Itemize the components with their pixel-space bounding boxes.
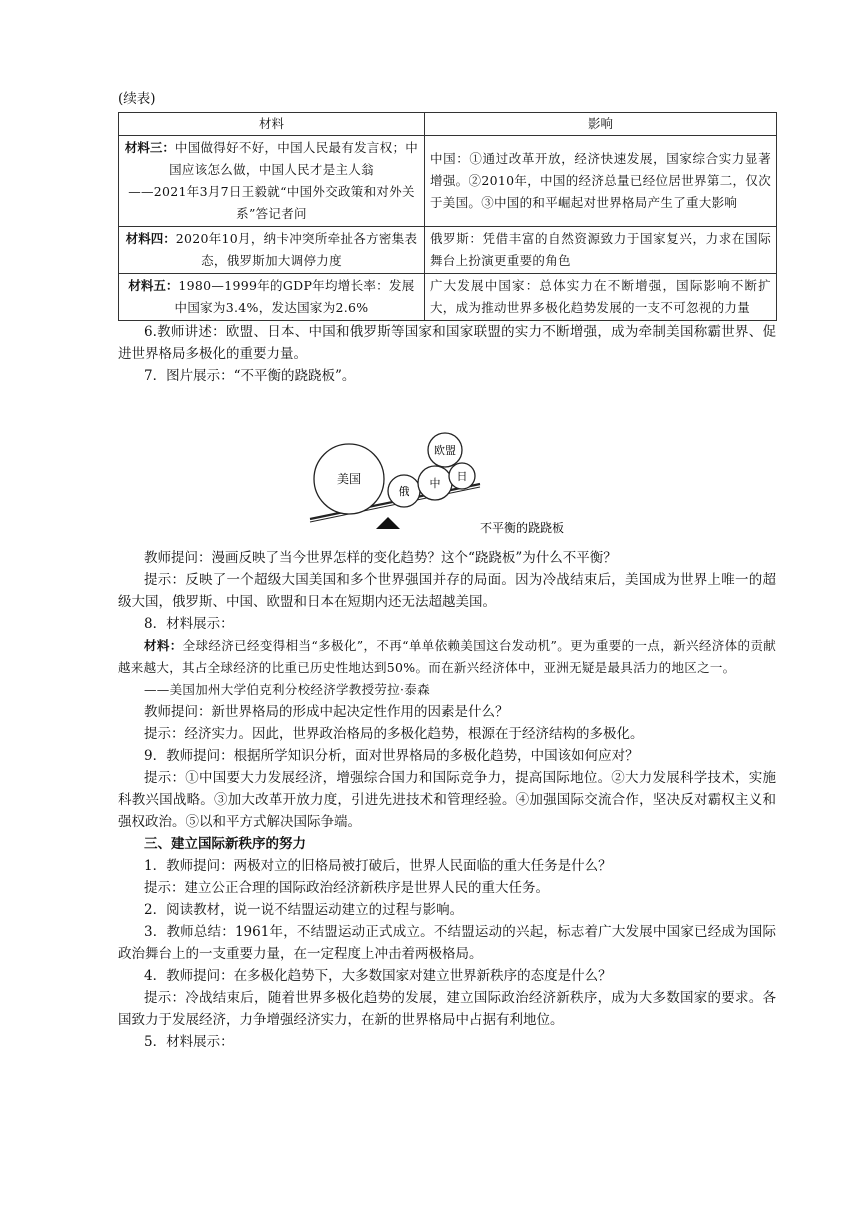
table-continuation-label: (续表): [118, 91, 156, 107]
seesaw-figure: [118, 387, 776, 547]
section-heading: 三、建立国际新秩序的努力: [144, 836, 306, 852]
table-row: [119, 136, 777, 227]
step-3: 3．教师总结：1961年，不结盟运动正式成立。不结盟运动的兴起，标志着广大发展中国家已经成为国际政治舞台上的一支重要力量，在一定程度上冲击着两极格局。: [118, 924, 776, 962]
paragraph-6: 6.教师讲述：欧盟、日本、中国和俄罗斯等国家和国家联盟的实力不断增强，成为牵制美国称霸世界、促进世界格局多极化的重要力量。: [118, 324, 776, 362]
material-text: 2020年10月，纳卡冲突所牵扯各方密集表态，俄罗斯加大调停力度: [175, 231, 418, 268]
seesaw-fulcrum: [376, 517, 400, 529]
step-2: 2．阅读教材，说一说不结盟运动建立的过程与影响。: [144, 902, 464, 918]
step-4-answer: 提示：冷战结束后，随着世界多极化趋势的发展，建立国际政治经济新秩序，成为大多数国家的要求。各国致力于发展经济，力争增强经济实力，在新的世界格局中占据有利地位。: [118, 990, 776, 1028]
step-5: 5．材料展示：: [144, 1034, 234, 1050]
answer-2: 提示：经济实力。因此，世界政治格局的多极化趋势，根源在于经济结构的多极化。: [144, 726, 644, 742]
material-cell: [119, 136, 425, 227]
paragraph-8: 8．材料展示：: [144, 616, 234, 632]
table-header-row: [119, 113, 777, 136]
usa-ball-label: 美国: [336, 472, 362, 486]
material-cell: [119, 227, 425, 274]
step-1-answer: 提示：建立公正合理的国际政治经济新秩序是世界人民的重大任务。: [144, 880, 549, 896]
eu-ball-label: 欧盟: [434, 444, 456, 457]
question-1: 教师提问：漫画反映了当今世界怎样的变化趋势？这个“跷跷板”为什么不平衡？: [144, 550, 617, 566]
russia-ball-label: 俄: [398, 485, 410, 498]
material-source: ——2021年3月7日王毅就“中国外交政策和对外关系”答记者问: [128, 184, 415, 221]
header-material: 材料: [119, 113, 425, 136]
seesaw-caption: 不平衡的跷跷板: [480, 521, 565, 535]
china-ball-label: 中: [429, 477, 441, 490]
paragraph-7: 7．图片展示：“不平衡的跷跷板”。: [144, 368, 356, 384]
material-quote-label: 材料：: [144, 638, 183, 653]
header-impact: 影响: [425, 113, 777, 136]
step-4: 4．教师提问：在多极化趋势下，大多数国家对建立世界新秩序的态度是什么？: [144, 968, 612, 984]
materials-table: [118, 112, 777, 321]
material-text: 1980—1999年的GDP年均增长率：发展中国家为3.4%，发达国家为2.6%: [174, 278, 415, 315]
step-1: 1．教师提问：两极对立的旧格局被打破后，世界人民面临的重大任务是什么？: [144, 858, 612, 874]
seesaw-illustration: [118, 387, 776, 547]
answer-1: 提示：反映了一个超级大国美国和多个世界强国并存的局面。因为冷战结束后，美国成为世界上唯一的超级大国，俄罗斯、中国、欧盟和日本在短期内还无法超越美国。: [118, 572, 776, 610]
material-label: 材料四：: [125, 231, 176, 246]
material-quote-source: ——美国加州大学伯克利分校经济学教授劳拉·泰森: [144, 682, 430, 697]
material-quote: [118, 635, 776, 679]
japan-ball-label: 日: [456, 470, 468, 483]
table-row: [119, 227, 777, 274]
material-label: 材料三：: [124, 140, 175, 155]
answer-3: 提示：①中国要大力发展经济，增强综合国力和国际竞争力，提高国际地位。②大力发展科学技术，实施科教兴国战略。③加大改革开放力度，引进先进技术和管理经验。④加强国际交流合作，坚决反对霸权主义和强权政治。⑤以和平方式解决国际争端。: [118, 770, 776, 830]
paragraph-9: 9．教师提问：根据所学知识分析，面对世界格局的多极化趋势，中国该如何应对？: [144, 748, 639, 764]
impact-cell: 中国：①通过改革开放，经济快速发展，国家综合实力显著增强。②2010年，中国的经济总量已经位居世界第二，仅次于美国。③中国的和平崛起对世界格局产生了重大影响: [425, 136, 777, 227]
material-label: 材料五：: [128, 278, 179, 293]
impact-cell: 俄罗斯：凭借丰富的自然资源致力于国家复兴，力求在国际舞台上扮演更重要的角色: [425, 227, 777, 274]
material-text: 中国做得好不好，中国人民最有发言权；中国应该怎么做，中国人民才是主人翁: [169, 140, 419, 177]
question-2: 教师提问：新世界格局的形成中起决定性作用的因素是什么？: [144, 704, 509, 720]
impact-cell: 广大发展中国家：总体实力在不断增强，国际影响不断扩大，成为推动世界多极化趋势发展的一支不可忽视的力量: [425, 274, 777, 321]
material-quote-text: 全球经济已经变得相当“多极化”，不再“单单依赖美国这台发动机”。更为重要的一点，新兴经济体的贡献越来越大，其占全球经济的比重已历史性地达到50%。而在新兴经济体中，亚洲无疑是最具活力的地区之一。: [118, 638, 776, 675]
material-cell: [119, 274, 425, 321]
page-content: [118, 88, 776, 1053]
table-row: [119, 274, 777, 321]
